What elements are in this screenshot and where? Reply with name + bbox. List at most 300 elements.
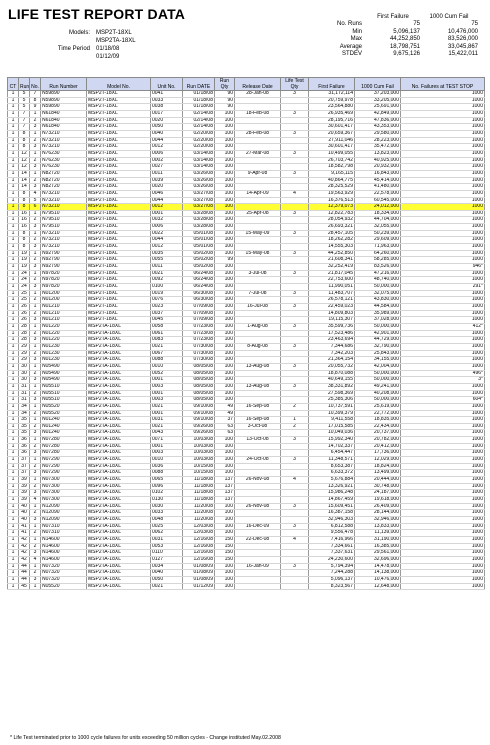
failures-at-stop-cell: 1000 [401,483,485,490]
first-failure-cell: 23,564,880 [309,104,355,111]
table-row [8,110,485,117]
table-row [8,443,485,450]
run-number-cell: N01230 [41,357,87,364]
run-cell: 30 [19,370,30,377]
first-failure-cell: 44,252,850 [309,250,355,257]
ct-cell: 1 [8,244,19,251]
run-qty-cell: 90 [215,104,235,111]
unit-cell: 0033 [151,510,183,517]
table-row [8,197,485,204]
unit-cell: 0037 [151,310,183,317]
unit-cell: 0038 [151,104,183,111]
table-row [8,497,485,504]
run-cell: 39 [19,497,30,504]
unit-cell: 0021 [151,583,183,590]
first-failure-cell: 15,986,248 [309,490,355,497]
failures-at-stop-cell: 1000 [401,463,485,470]
meta-row [48,29,136,37]
unit-cell: 0088 [151,470,183,477]
ct-cell: 1 [8,583,19,590]
no-cell: 1 [30,536,41,543]
cum-fail-cell: 29,609,000 [355,237,401,244]
cum-fail-cell: 33,205,000 [355,97,401,104]
run-date-cell: 05/02/08 [183,250,215,257]
unit-cell: 0010 [151,457,183,464]
stats-row [300,44,478,51]
stats-value: 83,526,000 [447,36,478,43]
ct-cell: 1 [8,383,19,390]
release-date-cell [235,463,281,470]
failures-at-stop-cell: 1000 [401,277,485,284]
failures-at-stop-cell: 412* [401,323,485,330]
table-row [8,523,485,530]
unit-cell: 0010 [151,363,183,370]
first-failure-cell: 5,096,137 [309,576,355,583]
model-cell: MSP2TA-18XL [87,510,151,517]
stats-col-cum-fail: 1000 Cum Fail [429,14,469,20]
no-cell: 2 [30,350,41,357]
first-failure-cell: 35,599,736 [309,323,355,330]
run-number-cell: N73210 [41,144,87,151]
run-number-cell: N97820 [41,284,87,291]
no-cell: 1 [30,363,41,370]
release-date-cell [235,543,281,550]
life-test-qty-cell [281,104,309,111]
failures-at-stop-cell: 604* [401,397,485,404]
run-number-cell: N07300 [41,497,87,504]
run-number-cell: N07290 [41,457,87,464]
run-number-cell: N61840 [41,110,87,117]
run-date-cell: 01/08/09 [183,563,215,570]
run-date-cell: 06/24/08 [183,284,215,291]
stats-row [300,36,478,43]
life-test-qty-cell: 3 [281,437,309,444]
run-number-cell: N05490 [41,370,87,377]
first-failure-cell: 27,911,046 [309,137,355,144]
first-failure-cell: 24,230,600 [309,556,355,563]
first-failure-cell: 16,376,513 [309,197,355,204]
failures-at-stop-cell: 1000 [401,437,485,444]
release-date-cell: 25-Apr-08 [235,210,281,217]
release-date-cell [235,137,281,144]
cum-fail-cell: 24,012,000 [355,204,401,211]
release-date-cell: 24-Oct-08 [235,457,281,464]
run-qty-cell: 150 [215,556,235,563]
life-test-qty-cell: 3 [281,383,309,390]
failures-at-stop-cell: 1000 [401,130,485,137]
cum-fail-cell: 35,472,000 [355,144,401,151]
run-qty-cell: 63 [215,430,235,437]
run-number-cell: N76230 [41,150,87,157]
no-cell: 3 [30,397,41,404]
col-header: Release Date [235,78,281,91]
model-cell: MSP2TA-18XL [87,403,151,410]
no-cell: 2 [30,370,41,377]
first-failure-cell: 28,325,529 [309,184,355,191]
unit-cell: 0027 [151,164,183,171]
run-cell: 7 [19,124,30,131]
run-date-cell: 08/05/08 [183,383,215,390]
run-qty-cell: 100 [215,397,235,404]
failures-at-stop-cell: 1000 [401,556,485,563]
failures-at-stop-cell: 1000 [401,224,485,231]
run-cell: 8 [19,204,30,211]
no-cell: 3 [30,470,41,477]
model-cell: MSP2TA-18XL [87,363,151,370]
release-date-cell [235,517,281,524]
life-test-qty-cell: 3 [281,210,309,217]
life-test-qty-cell [281,317,309,324]
no-cell: 2 [30,257,41,264]
release-date-cell: 15-May-09 [235,230,281,237]
ct-cell: 1 [8,550,19,557]
model-cell: MSP2TA-18XL [87,330,151,337]
run-date-cell: 03/27/08 [183,190,215,197]
failures-at-stop-cell: 291* [401,284,485,291]
ct-cell: 1 [8,450,19,457]
model-cell: MSP2TA-18XL [87,370,151,377]
unit-cell: 0001 [151,210,183,217]
cum-fail-cell: 50,000,000 [355,323,401,330]
run-number-cell: N05490 [41,377,87,384]
model-cell: MSP2TA-18XL [87,357,151,364]
cum-fail-cell: 71,963,000 [355,244,401,251]
ct-cell: 1 [8,310,19,317]
life-test-qty-cell: 3 [281,230,309,237]
no-cell: 7 [30,91,41,98]
ct-cell: 1 [8,570,19,577]
run-date-cell: 06/30/08 [183,290,215,297]
run-qty-cell: 100 [215,117,235,124]
first-failure-cell: 13,326,921 [309,483,355,490]
table-row [8,244,485,251]
run-cell: 8 [19,190,30,197]
release-date-cell: 16-Jan-09 [235,563,281,570]
life-test-qty-cell [281,124,309,131]
run-date-cell: 12/16/08 [183,550,215,557]
unit-cell: 0001 [151,443,183,450]
run-number-cell: N01230 [41,343,87,350]
cum-fail-cell: 44,584,000 [355,304,401,311]
ct-cell: 1 [8,117,19,124]
release-date-cell [235,556,281,563]
no-cell: 3 [30,284,41,291]
table-row [8,410,485,417]
unit-cell: 0021 [151,270,183,277]
ct-cell: 1 [8,304,19,311]
cum-fail-cell: 45,414,000 [355,177,401,184]
stats-label: STDEV [341,51,362,58]
release-date-cell [235,157,281,164]
no-cell: 3 [30,164,41,171]
cum-fail-cell: 13,833,000 [355,523,401,530]
life-test-qty-cell [281,97,309,104]
cum-fail-cell: 32,696,000 [355,556,401,563]
run-qty-cell: 100 [215,190,235,197]
life-test-qty-cell [281,583,309,590]
life-test-qty-cell [281,470,309,477]
run-number-cell: N61840 [41,117,87,124]
release-date-cell [235,583,281,590]
table-row [8,490,485,497]
stats-value: 5,096,137 [393,28,420,35]
first-failure-cell: 7,416,966 [309,536,355,543]
cum-fail-cell: 13,823,000 [355,150,401,157]
no-cell: 1 [30,210,41,217]
life-test-qty-cell: 3 [281,290,309,297]
life-test-qty-cell [281,257,309,264]
cum-fail-cell: 22,772,000 [355,410,401,417]
stats-value: 33,045,867 [447,43,478,50]
unit-cell: 0021 [151,343,183,350]
report-meta [48,29,136,61]
table-row [8,257,485,264]
table-row [8,310,485,317]
first-failure-cell: 5,676,884 [309,477,355,484]
no-cell: 2 [30,483,41,490]
run-number-cell: N59890 [41,97,87,104]
ct-cell: 1 [8,177,19,184]
ct-cell: 1 [8,417,19,424]
no-cell: 1 [30,110,41,117]
run-number-cell: N01240 [41,423,87,430]
run-cell: 25 [19,290,30,297]
release-date-cell [235,297,281,304]
no-cell: 3 [30,517,41,524]
no-cell: 2 [30,217,41,224]
run-cell: 8 [19,230,30,237]
first-failure-cell: 22,753,600 [309,277,355,284]
model-cell: MSP2TA-18XL [87,417,151,424]
first-failure-cell: 20,055,732 [309,363,355,370]
run-date-cell: 08/05/08 [183,363,215,370]
first-failure-cell: 30,601,417 [309,124,355,131]
model-cell: MSP2TA-18XL [87,550,151,557]
failures-at-stop-cell: 1000 [401,230,485,237]
no-cell: 2 [30,297,41,304]
release-date-cell: 7-Jul-08 [235,290,281,297]
life-test-qty-cell [281,556,309,563]
table-row [8,91,485,98]
table-row [8,397,485,404]
model-cell: MSP2TA-18XL [87,576,151,583]
run-cell: 28 [19,323,30,330]
no-cell: 3 [30,244,41,251]
run-number-cell: N07310 [41,530,87,537]
failures-at-stop-cell: 1000 [401,470,485,477]
life-test-qty-cell [281,397,309,404]
cum-fail-cell: 42,004,000 [355,363,401,370]
run-date-cell: 03/14/08 [183,157,215,164]
cum-fail-cell: 20,737,000 [355,430,401,437]
run-date-cell: 01/18/08 [183,91,215,98]
no-cell: 5 [30,197,41,204]
life-test-qty-cell: 3 [281,250,309,257]
first-failure-cell: 10,049,036 [309,430,355,437]
unit-cell: 0006 [151,150,183,157]
table-row [8,463,485,470]
first-failure-cell: 27,598,369 [309,390,355,397]
life-test-qty-cell [281,410,309,417]
no-cell: 1 [30,323,41,330]
run-qty-cell: 100 [215,323,235,330]
release-date-cell [235,530,281,537]
unit-cell: 0046 [151,190,183,197]
run-number-cell: N07320 [41,563,87,570]
run-number-cell: N07280 [41,437,87,444]
ct-cell: 1 [8,104,19,111]
run-qty-cell: 100 [215,197,235,204]
run-date-cell: 03/28/08 [183,210,215,217]
run-qty-cell: 100 [215,210,235,217]
life-test-qty-cell: 3 [281,457,309,464]
run-cell: 42 [19,543,30,550]
run-qty-cell: 100 [215,230,235,237]
table-row [8,583,485,590]
failures-at-stop-cell: 1000 [401,177,485,184]
model-cell: MSP2TA-18XL [87,390,151,397]
table-row [8,277,485,284]
release-date-cell [235,450,281,457]
meta-value: 01/18/08 [96,46,120,52]
unit-cell: 0036 [151,463,183,470]
run-number-cell: N12090 [41,517,87,524]
run-cell: 44 [19,570,30,577]
run-number-cell: N73210 [41,230,87,237]
cum-fail-cell: 32,055,000 [355,224,401,231]
col-header: Run Qty [215,78,235,91]
run-number-cell: N14600 [41,543,87,550]
first-failure-cell: 5,794,394 [309,563,355,570]
run-qty-cell: 150 [215,550,235,557]
no-cell: 2 [30,157,41,164]
life-test-qty-cell [281,483,309,490]
run-number-cell: N82720 [41,170,87,177]
run-cell: 19 [19,264,30,271]
no-cell: 3 [30,337,41,344]
cum-fail-cell: 28,223,000 [355,137,401,144]
run-number-cell: N76230 [41,164,87,171]
cum-fail-cell: 32,946,000 [355,517,401,524]
table-row [8,510,485,517]
model-cell: MSP2TA-18XL [87,430,151,437]
release-date-cell [235,257,281,264]
run-cell: 42 [19,536,30,543]
cum-fail-cell: 19,618,000 [355,497,401,504]
ct-cell: 1 [8,463,19,470]
run-cell: 14 [19,184,30,191]
run-number-cell: N01200 [41,290,87,297]
failures-at-stop-cell: 1000 [401,443,485,450]
unit-cell: 0040 [151,570,183,577]
first-failure-cell: 11,348,571 [309,457,355,464]
run-number-cell: N07280 [41,450,87,457]
run-date-cell: 12/16/08 [183,556,215,563]
model-cell: MSP2T-18XL [87,230,151,237]
run-qty-cell: 100 [215,297,235,304]
run-number-cell: N07300 [41,483,87,490]
first-failure-cell: 15,992,340 [309,437,355,444]
run-qty-cell: 100 [215,390,235,397]
cum-fail-cell: 47,836,000 [355,117,401,124]
life-test-qty-cell: 3 [281,170,309,177]
table-row [8,290,485,297]
first-failure-cell: 7,344,686 [309,343,355,350]
run-qty-cell: 100 [215,310,235,317]
run-qty-cell: 100 [215,110,235,117]
ct-cell: 1 [8,250,19,257]
run-date-cell: 03/26/08 [183,170,215,177]
run-number-cell: N12090 [41,510,87,517]
run-cell: 19 [19,250,30,257]
release-date-cell: 16-Sep-08 [235,417,281,424]
stats-header [300,14,478,21]
table-row [8,304,485,311]
cum-fail-cell: 22,578,000 [355,190,401,197]
run-qty-cell: 100 [215,250,235,257]
run-cell: 37 [19,470,30,477]
no-cell: 2 [30,117,41,124]
run-number-cell: N01220 [41,337,87,344]
meta-value: 01/12/09 [96,54,120,60]
run-qty-cell: 100 [215,383,235,390]
life-test-qty-cell [281,204,309,211]
no-cell: 3 [30,317,41,324]
run-number-cell: N05520 [41,410,87,417]
model-cell: MSP2T-18XL [87,190,151,197]
run-qty-cell: 100 [215,304,235,311]
life-test-qty-cell: 4 [281,477,309,484]
run-cell: 31 [19,397,30,404]
run-date-cell: 02/20/08 [183,144,215,151]
stats-value: 75 [413,21,420,28]
failures-at-stop-cell: 1000 [401,117,485,124]
failures-at-stop-cell: 1000 [401,110,485,117]
life-test-qty-cell [281,517,309,524]
life-test-qty-cell: 3 [281,563,309,570]
ct-cell: 1 [8,330,19,337]
cum-fail-cell: 42,901,000 [355,330,401,337]
unit-cell: 0102 [151,490,183,497]
failures-at-stop-cell: 1000 [401,357,485,364]
run-qty-cell: 100 [215,530,235,537]
run-number-cell: N82720 [41,184,87,191]
run-date-cell: 12/03/08 [183,530,215,537]
run-cell: 39 [19,490,30,497]
ct-cell: 1 [8,190,19,197]
cum-fail-cell: 44,704,000 [355,217,401,224]
stats-row [300,29,478,36]
run-number-cell: N59890 [41,91,87,98]
failures-at-stop-cell: 1000 [401,337,485,344]
ct-cell: 1 [8,490,19,497]
first-failure-cell: 6,454,447 [309,450,355,457]
run-qty-cell: 100 [215,130,235,137]
ct-cell: 1 [8,277,19,284]
unit-cell: 0127 [151,556,183,563]
run-number-cell: N01200 [41,297,87,304]
failures-at-stop-cell: 1000 [401,137,485,144]
ct-cell: 1 [8,563,19,570]
first-failure-cell: 6,633,372 [309,470,355,477]
run-cell: 29 [19,357,30,364]
run-qty-cell: 49 [215,403,235,410]
run-qty-cell: 100 [215,510,235,517]
release-date-cell [235,177,281,184]
cum-fail-cell: 14,478,000 [355,563,401,570]
model-cell: MSP2T-18XL [87,110,151,117]
unit-cell: 0053 [151,543,183,550]
